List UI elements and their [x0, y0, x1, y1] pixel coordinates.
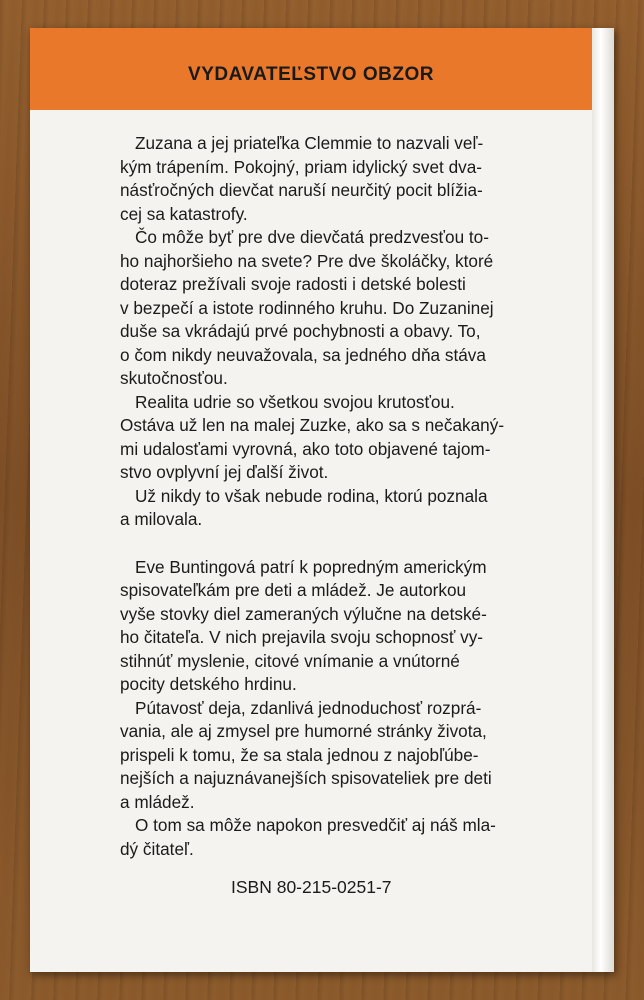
spine-edge — [592, 28, 614, 972]
blurb-line: Čo môže byť pre dve dievčatá predzvesťou to- — [135, 227, 489, 247]
blurb-text — [120, 132, 555, 861]
author-line: ho čitateľa. V nich prejavila svoju schopnosť vy- — [120, 627, 484, 647]
author-line: dý čitateľ. — [120, 838, 194, 859]
blurb-line: cej sa katastrofy. — [120, 203, 248, 224]
isbn-number: ISBN 80-215-0251-7 — [231, 877, 392, 897]
author-line: stihnúť myslenie, citové vnímanie a vnútorné — [120, 650, 460, 671]
blurb-line: násťročných dievčat naruší neurčitý pocit blížia- — [120, 180, 483, 200]
blurb-line: o čom nikdy neuvažovala, sa jedného dňa stáva — [120, 344, 486, 365]
paragraph-gap — [120, 532, 555, 556]
author-line: spisovateľkám pre deti a mládež. Je autorkou — [120, 580, 467, 600]
author-line: Eve Buntingová patrí k popredným americkým — [135, 556, 487, 577]
author-line: O tom sa môže napokon presvedčiť aj náš mla- — [135, 815, 496, 835]
author-line: pocity detského hrdinu. — [120, 674, 297, 694]
blurb-line: mi udalosťami vyrovná, ako toto objavené tajom- — [120, 438, 491, 459]
blurb-line: stvo ovplyvní jej ďalší život. — [120, 462, 329, 482]
blurb-line: ho najhoršieho na svete? Pre dve školáčky, ktoré — [120, 250, 494, 271]
blurb-line: Realita udrie so všetkou svojou krutosťou. — [135, 391, 455, 412]
blurb-line: v bezpečí a istote rodinného kruhu. Do Zuzaninej — [120, 297, 494, 318]
blurb-line: Zuzana a jej priateľka Clemmie to nazvali veľ- — [135, 133, 484, 153]
author-line: prispeli k tomu, že sa stala jednou z najobľúbe- — [120, 744, 479, 765]
blurb-line: skutočnosťou. — [120, 368, 228, 388]
blurb-line: doteraz prežívali svoje radosti i detské bolesti — [120, 274, 466, 294]
author-line: vania, ale aj zmysel pre humorné stránky života, — [120, 721, 487, 741]
blurb-line: kým trápením. Pokojný, priam idylický svet dva- — [120, 156, 483, 177]
publisher-name: VYDAVATEĽSTVO OBZOR — [188, 64, 434, 85]
author-line: vyše stovky diel zameraných výlučne na detské- — [120, 603, 487, 624]
author-line: nejších a najuznávanejších spisovateliek pre deti — [120, 768, 492, 788]
author-line: Pútavosť deja, zdanlivá jednoduchosť rozprá- — [135, 697, 482, 718]
blurb-line: a milovala. — [120, 509, 203, 529]
book-back-cover — [30, 28, 614, 972]
blurb-line: Ostáva už len na malej Zuzke, ako sa s nečakaný- — [120, 415, 505, 435]
blurb-line: Už nikdy to však nebude rodina, ktorú poznala — [135, 485, 488, 506]
blurb-line: duše sa vkrádajú prvé pochybnosti a obavy. To, — [120, 321, 481, 341]
author-line: a mládež. — [120, 791, 195, 812]
